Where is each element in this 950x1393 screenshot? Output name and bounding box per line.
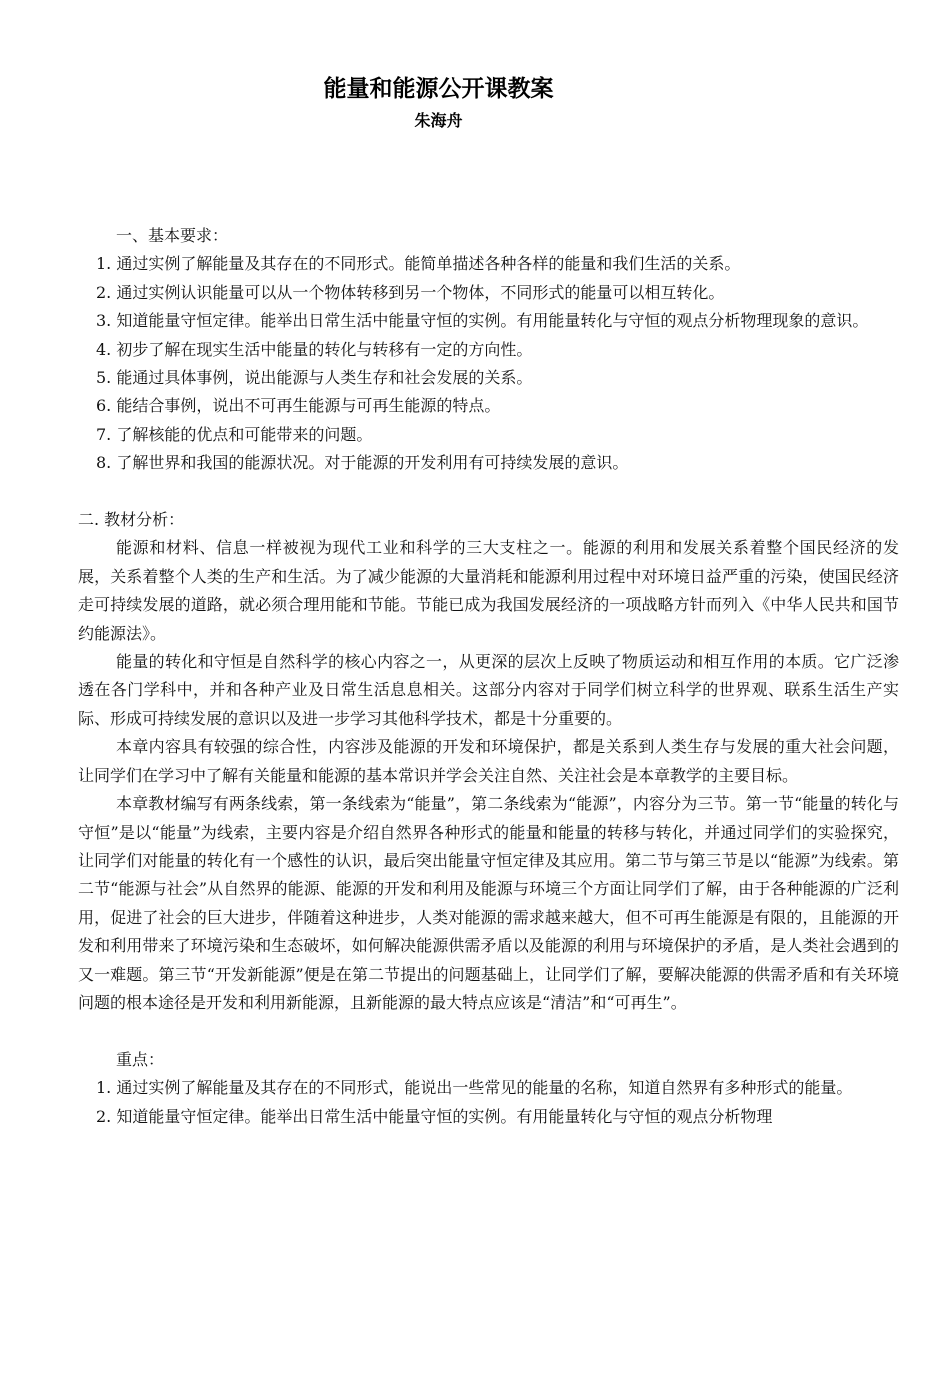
document-title: 能量和能源公开课教案 bbox=[323, 76, 554, 102]
key-point-item: 1. 通过实例了解能量及其存在的不同形式，能说出一些常见的能量的名称，知道自然界有多种形式的能量。 bbox=[96, 1078, 853, 1098]
analysis-paragraph: 能源和材料、信息一样被视为现代工业和科学的三大支柱之一。能源的利用和发展关系着整个国民经济的发展，关系着整个人类的生产和生活。为了减少能源的大量消耗和能源利用过程中对环境日益严重的污染，使国民经济走可持续发展的道路，就必须合理用能和节能。节能已成为我国发展经济的一项战略方针而列入《中华人民共和国节约能源法》。 bbox=[78, 538, 899, 643]
analysis-paragraph: 本章教材编写有两条线索，第一条线索为“能量”，第二条线索为“能源”，内容分为三节。第一节“能量的转化与守恒”是以“能量”为线索，主要内容是介绍自然界各种形式的能量和能量的转移与转化，并通过同学们的实验探究，让同学们对能量的转化有一个感性的认识，最后突出能量守恒定律及其应用。第二节与第三节是以“能源”为线索。第二节“能源与社会”从自然界的能源、能源的开发和利用及能源与环境三个方面让同学们了解，由于各种能源的广泛利用，促进了社会的巨大进步，伴随着这种进步，人类对能源的需求越来越大，但不可再生能源是有限的，且能源的开发和利用带来了环境污染和生态破坏，如何解决能源供需矛盾以及能源的利用与环境保护的矛盾，是人类社会遇到的又一难题。第三节“开发新能源”便是在第二节提出的问题基础上，让同学们了解，要解决能源的供需矛盾和有关环境问题的根本途径是开发和利用新能源，且新能源的最大特点应该是“清洁”和“可再生”。 bbox=[78, 794, 899, 1012]
document-author: 朱海舟 bbox=[414, 111, 463, 130]
analysis-paragraph: 能量的转化和守恒是自然科学的核心内容之一，从更深的层次上反映了物质运动和相互作用的本质。它广泛渗透在各门学科中，并和各种产业及日常生活息息相关。这部分内容对于同学们树立科学的世界观、联系生活生产实际、形成可持续发展的意识以及进一步学习其他科学技术，都是十分重要的。 bbox=[78, 652, 899, 728]
requirement-item: 8. 了解世界和我国的能源状况。对于能源的开发利用有可持续发展的意识。 bbox=[96, 453, 629, 473]
section-spacer bbox=[78, 478, 899, 506]
document-body bbox=[78, 222, 899, 1131]
key-point-item: 2. 知道能量守恒定律。能举出日常生活中能量守恒的实例。有用能量转化与守恒的观点分析物理 bbox=[96, 1106, 773, 1126]
requirement-item: 1. 通过实例了解能量及其存在的不同形式。能简单描述各种各样的能量和我们生活的关系。 bbox=[96, 254, 741, 274]
section-heading-basic-requirements: 一、基本要求： bbox=[116, 226, 229, 245]
requirement-item: 5. 能通过具体事例，说出能源与人类生存和社会发展的关系。 bbox=[96, 368, 533, 388]
requirement-item: 7. 了解核能的优点和可能带来的问题。 bbox=[96, 424, 373, 444]
section-heading-material-analysis: 二. 教材分析： bbox=[78, 510, 185, 530]
analysis-paragraph: 本章内容具有较强的综合性，内容涉及能源的开发和环境保护，都是关系到人类生存与发展的重大社会问题，让同学们在学习中了解有关能量和能源的基本常识并学会关注自然、关注社会是本章教学的主要目标。 bbox=[78, 737, 899, 785]
requirement-item: 2. 通过实例认识能量可以从一个物体转移到另一个物体，不同形式的能量可以相互转化。 bbox=[96, 282, 725, 302]
requirement-item: 3. 知道能量守恒定律。能举出日常生活中能量守恒的实例。有用能量转化与守恒的观点分析物理现象的意识。 bbox=[96, 311, 869, 331]
section-spacer bbox=[78, 1017, 899, 1045]
requirement-item: 4. 初步了解在现实生活中能量的转化与转移有一定的方向性。 bbox=[96, 339, 533, 359]
section-heading-key-points: 重点： bbox=[116, 1049, 165, 1069]
requirement-item: 6. 能结合事例，说出不可再生能源与可再生能源的特点。 bbox=[96, 396, 501, 416]
